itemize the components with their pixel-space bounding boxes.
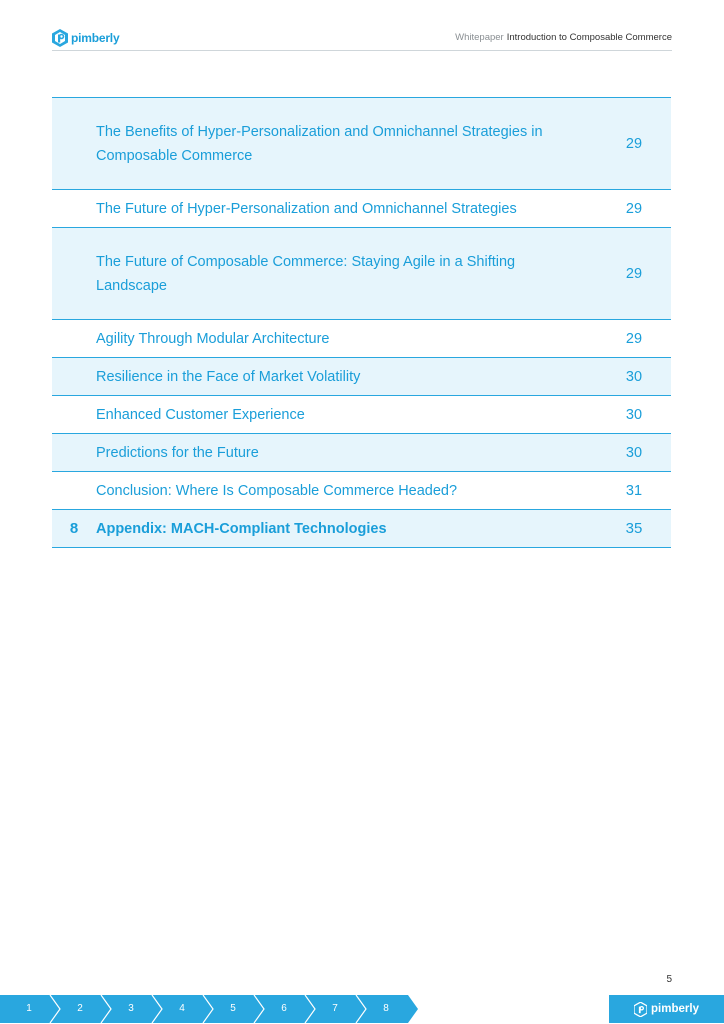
toc-page: 30 xyxy=(609,396,671,434)
toc-row[interactable] xyxy=(52,190,671,228)
table-of-contents xyxy=(52,97,671,548)
toc-page: 29 xyxy=(609,320,671,358)
nav-section-2[interactable]: 2 xyxy=(77,1003,83,1014)
toc-title[interactable]: Predictions for the Future xyxy=(96,434,609,472)
pimberly-logo-icon xyxy=(634,1002,647,1017)
toc-title[interactable]: Agility Through Modular Architecture xyxy=(96,320,609,358)
document-title xyxy=(455,32,672,43)
toc-row[interactable] xyxy=(52,228,671,320)
toc-title[interactable]: The Benefits of Hyper-Personalization and Omnichannel Strategies in Composable Commerce xyxy=(96,98,609,190)
toc-title[interactable]: Resilience in the Face of Market Volatility xyxy=(96,358,609,396)
nav-section-6[interactable]: 6 xyxy=(281,1003,287,1014)
toc-row-section[interactable] xyxy=(52,510,671,548)
toc-row[interactable] xyxy=(52,472,671,510)
document-title-text: Introduction to Composable Commerce xyxy=(506,32,672,43)
toc-number xyxy=(52,396,96,434)
toc-section-title[interactable]: Appendix: MACH-Compliant Technologies xyxy=(96,510,609,548)
toc-title[interactable]: The Future of Hyper-Personalization and Omnichannel Strategies xyxy=(96,190,609,228)
toc-number xyxy=(52,320,96,358)
footer-logo-text: pimberly xyxy=(651,1003,699,1015)
toc-page: 30 xyxy=(609,358,671,396)
toc-page: 29 xyxy=(609,228,671,320)
page-number: 5 xyxy=(666,974,672,985)
section-navigation xyxy=(0,995,420,1023)
nav-section-4[interactable]: 4 xyxy=(179,1003,185,1014)
toc-row[interactable] xyxy=(52,98,671,190)
toc-number xyxy=(52,472,96,510)
pimberly-logo-icon xyxy=(52,29,68,47)
nav-chevron-background xyxy=(0,995,420,1023)
toc-row[interactable] xyxy=(52,396,671,434)
toc-number xyxy=(52,190,96,228)
toc-row[interactable] xyxy=(52,434,671,472)
nav-section-3[interactable]: 3 xyxy=(128,1003,134,1014)
toc-page: 29 xyxy=(609,190,671,228)
toc-row[interactable] xyxy=(52,320,671,358)
toc-section-number: 8 xyxy=(52,510,96,548)
pimberly-logo[interactable] xyxy=(52,28,119,48)
nav-section-8[interactable]: 8 xyxy=(383,1003,389,1014)
document-kind: Whitepaper xyxy=(455,32,504,43)
toc-title[interactable]: The Future of Composable Commerce: Staying Agile in a Shifting Landscape xyxy=(96,228,609,320)
footer-logo[interactable] xyxy=(609,995,724,1023)
toc-page: 30 xyxy=(609,434,671,472)
toc-number xyxy=(52,434,96,472)
toc-number xyxy=(52,98,96,190)
toc-number xyxy=(52,228,96,320)
toc-page: 29 xyxy=(609,98,671,190)
nav-section-7[interactable]: 7 xyxy=(332,1003,338,1014)
toc-row[interactable] xyxy=(52,358,671,396)
toc-page: 31 xyxy=(609,472,671,510)
toc-number xyxy=(52,358,96,396)
nav-section-1[interactable]: 1 xyxy=(26,1003,32,1014)
page-header xyxy=(52,28,672,51)
nav-section-5[interactable]: 5 xyxy=(230,1003,236,1014)
toc-title[interactable]: Enhanced Customer Experience xyxy=(96,396,609,434)
toc-section-page: 35 xyxy=(609,510,671,548)
logo-text: pimberly xyxy=(71,31,120,45)
toc-title[interactable]: Conclusion: Where Is Composable Commerce Headed? xyxy=(96,472,609,510)
